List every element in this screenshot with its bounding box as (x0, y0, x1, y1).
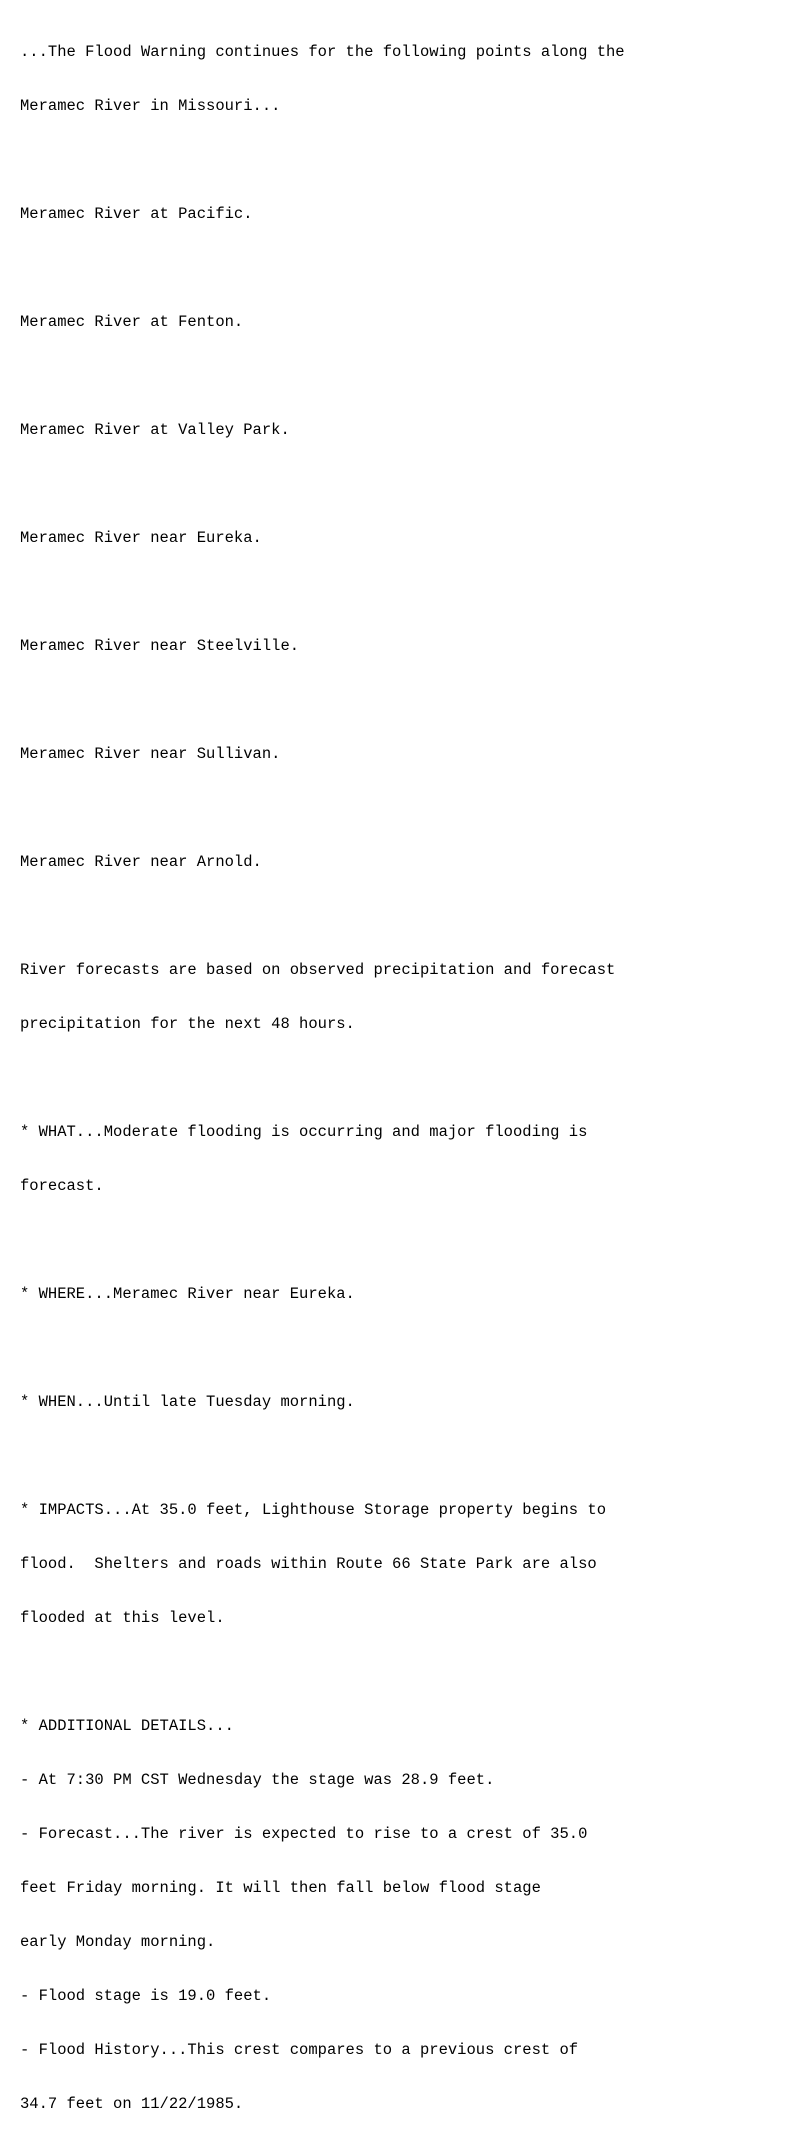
text-line: feet Friday morning. It will then fall below flood stage (20, 1879, 541, 1897)
blank-line (20, 1069, 625, 1087)
text-line: Meramec River near Sullivan. (20, 745, 281, 763)
text-line: Meramec River at Valley Park. (20, 421, 290, 439)
text-line: early Monday morning. (20, 1933, 216, 1951)
blank-line (20, 1231, 625, 1249)
blank-line (20, 475, 625, 493)
blank-line (20, 151, 625, 169)
blank-line (20, 799, 625, 817)
text-line: Meramec River near Eureka. (20, 529, 262, 547)
text-line: - Flood stage is 19.0 feet. (20, 1987, 272, 2005)
blank-line (20, 1663, 625, 1681)
text-line: Meramec River near Steelville. (20, 637, 300, 655)
text-line: - At 7:30 PM CST Wednesday the stage was 28.9 feet. (20, 1771, 495, 1789)
blank-line (20, 1447, 625, 1465)
text-line: * IMPACTS...At 35.0 feet, Lighthouse Storage property begins to (20, 1501, 606, 1519)
text-line: * WHAT...Moderate flooding is occurring and major flooding is (20, 1123, 588, 1141)
text-line: * ADDITIONAL DETAILS... (20, 1717, 234, 1735)
text-line: - Forecast...The river is expected to rise to a crest of 35.0 (20, 1825, 588, 1843)
blank-line (20, 691, 625, 709)
text-line: Meramec River at Fenton. (20, 313, 244, 331)
text-line: Meramec River at Pacific. (20, 205, 253, 223)
flood-warning-text (20, 7, 625, 2131)
text-line: * WHEN...Until late Tuesday morning. (20, 1393, 355, 1411)
text-line: Meramec River in Missouri... (20, 97, 281, 115)
text-line: 34.7 feet on 11/22/1985. (20, 2095, 244, 2113)
blank-line (20, 259, 625, 277)
blank-line (20, 1339, 625, 1357)
blank-line (20, 907, 625, 925)
text-line: * WHERE...Meramec River near Eureka. (20, 1285, 355, 1303)
text-line: forecast. (20, 1177, 104, 1195)
text-line: River forecasts are based on observed precipitation and forecast (20, 961, 616, 979)
text-line: - Flood History...This crest compares to a previous crest of (20, 2041, 579, 2059)
text-line: flooded at this level. (20, 1609, 225, 1627)
text-line: ...The Flood Warning continues for the following points along the (20, 43, 625, 61)
text-line: flood. Shelters and roads within Route 66 State Park are also (20, 1555, 597, 1573)
blank-line (20, 583, 625, 601)
text-line: precipitation for the next 48 hours. (20, 1015, 355, 1033)
blank-line (20, 367, 625, 385)
text-line: Meramec River near Arnold. (20, 853, 262, 871)
